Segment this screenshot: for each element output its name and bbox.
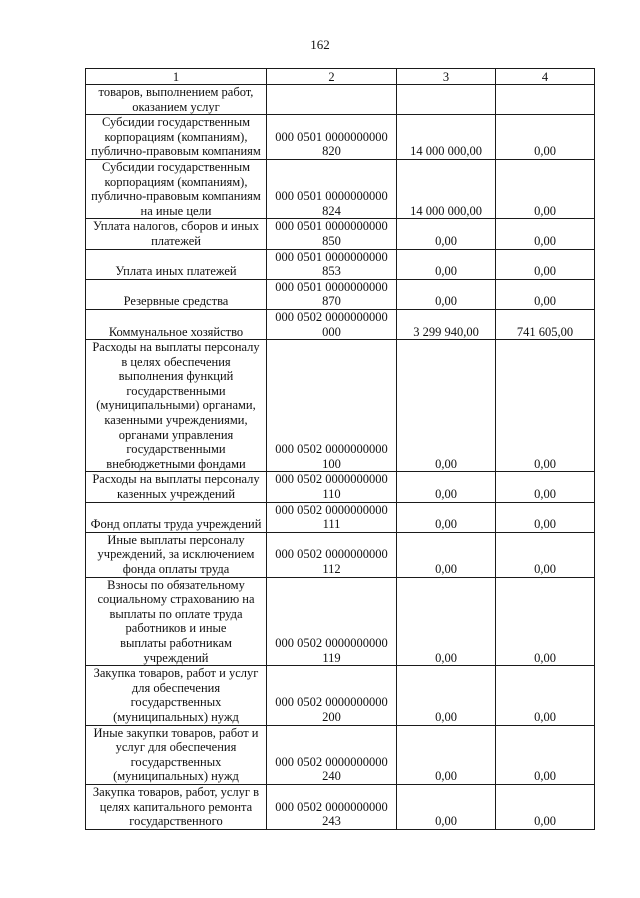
amount-col3-cell: 0,00 <box>397 532 496 577</box>
page-number: 162 <box>310 37 330 52</box>
table-row <box>86 219 595 249</box>
name-cell: Субсидии государственным корпорациям (компаниям), публично-правовым компаниям на иные цели <box>86 159 267 218</box>
code-cell: 000 0501 0000000000 870 <box>267 279 397 309</box>
code-cell: 000 0501 0000000000 853 <box>267 249 397 279</box>
name-cell: Взносы по обязательному социальному страхованию на выплаты по оплате труда работников и иные выплаты работникам учреждений <box>86 577 267 666</box>
name-cell: Расходы на выплаты персоналу казенных учреждений <box>86 472 267 502</box>
amount-col4-cell: 0,00 <box>496 115 595 160</box>
amount-col4-cell: 0,00 <box>496 219 595 249</box>
code-cell: 000 0502 0000000000 200 <box>267 666 397 725</box>
code-cell: 000 0502 0000000000 111 <box>267 502 397 532</box>
code-cell: 000 0502 0000000000 000 <box>267 309 397 339</box>
amount-col3-cell: 0,00 <box>397 279 496 309</box>
code-cell <box>267 85 397 115</box>
amount-col4-cell <box>496 85 595 115</box>
amount-col3-cell: 0,00 <box>397 502 496 532</box>
table-row <box>86 784 595 829</box>
amount-col4-cell: 0,00 <box>496 249 595 279</box>
amount-col4-cell: 0,00 <box>496 340 595 472</box>
amount-col4-cell: 741 605,00 <box>496 309 595 339</box>
name-cell: Фонд оплаты труда учреждений <box>86 502 267 532</box>
code-cell: 000 0502 0000000000 243 <box>267 784 397 829</box>
amount-col4-cell: 0,00 <box>496 725 595 784</box>
amount-col4-cell: 0,00 <box>496 784 595 829</box>
amount-col4-cell: 0,00 <box>496 279 595 309</box>
amount-col3-cell: 0,00 <box>397 472 496 502</box>
code-cell: 000 0502 0000000000 100 <box>267 340 397 472</box>
amount-col4-cell: 0,00 <box>496 532 595 577</box>
code-cell: 000 0502 0000000000 112 <box>267 532 397 577</box>
table-row <box>86 340 595 472</box>
header-cell-col-1: 1 <box>86 69 267 85</box>
code-cell: 000 0501 0000000000 850 <box>267 219 397 249</box>
name-cell: товаров, выполнением работ, оказанием услуг <box>86 85 267 115</box>
amount-col3-cell: 14 000 000,00 <box>397 159 496 218</box>
amount-col4-cell: 0,00 <box>496 666 595 725</box>
name-cell: Уплата налогов, сборов и иных платежей <box>86 219 267 249</box>
amount-col4-cell: 0,00 <box>496 472 595 502</box>
table-row <box>86 309 595 339</box>
name-cell: Коммунальное хозяйство <box>86 309 267 339</box>
amount-col3-cell: 3 299 940,00 <box>397 309 496 339</box>
amount-col3-cell: 0,00 <box>397 249 496 279</box>
amount-col4-cell: 0,00 <box>496 159 595 218</box>
table-header-row <box>86 69 595 85</box>
name-cell: Иные выплаты персоналу учреждений, за исключением фонда оплаты труда <box>86 532 267 577</box>
code-cell: 000 0501 0000000000 820 <box>267 115 397 160</box>
name-cell: Уплата иных платежей <box>86 249 267 279</box>
amount-col4-cell: 0,00 <box>496 577 595 666</box>
amount-col3-cell: 0,00 <box>397 219 496 249</box>
table-row <box>86 159 595 218</box>
amount-col3-cell: 0,00 <box>397 340 496 472</box>
amount-col4-cell: 0,00 <box>496 502 595 532</box>
header-cell-col-2: 2 <box>267 69 397 85</box>
code-cell: 000 0502 0000000000 240 <box>267 725 397 784</box>
amount-col3-cell: 0,00 <box>397 725 496 784</box>
table-row <box>86 666 595 725</box>
table-row <box>86 279 595 309</box>
table-row <box>86 472 595 502</box>
header-cell-col-3: 3 <box>397 69 496 85</box>
name-cell: Резервные средства <box>86 279 267 309</box>
code-cell: 000 0502 0000000000 110 <box>267 472 397 502</box>
table-row <box>86 725 595 784</box>
budget-table <box>85 68 595 830</box>
name-cell: Иные закупки товаров, работ и услуг для обеспечения государственных (муниципальных) нужд <box>86 725 267 784</box>
name-cell: Субсидии государственным корпорациям (компаниям), публично-правовым компаниям <box>86 115 267 160</box>
amount-col3-cell: 0,00 <box>397 784 496 829</box>
table-row <box>86 249 595 279</box>
amount-col3-cell: 0,00 <box>397 666 496 725</box>
name-cell: Расходы на выплаты персоналу в целях обеспечения выполнения функций государственными (муниципальными) органами, казенными учреждениями, органами управления государственными внебюджетными фондами <box>86 340 267 472</box>
table-row <box>86 502 595 532</box>
table-row <box>86 577 595 666</box>
code-cell: 000 0502 0000000000 119 <box>267 577 397 666</box>
amount-col3-cell <box>397 85 496 115</box>
table-row <box>86 85 595 115</box>
amount-col3-cell: 0,00 <box>397 577 496 666</box>
name-cell: Закупка товаров, работ и услуг для обеспечения государственных (муниципальных) нужд <box>86 666 267 725</box>
amount-col3-cell: 14 000 000,00 <box>397 115 496 160</box>
table-row <box>86 532 595 577</box>
table-row <box>86 115 595 160</box>
header-cell-col-4: 4 <box>496 69 595 85</box>
code-cell: 000 0501 0000000000 824 <box>267 159 397 218</box>
name-cell: Закупка товаров, работ, услуг в целях капитального ремонта государственного <box>86 784 267 829</box>
